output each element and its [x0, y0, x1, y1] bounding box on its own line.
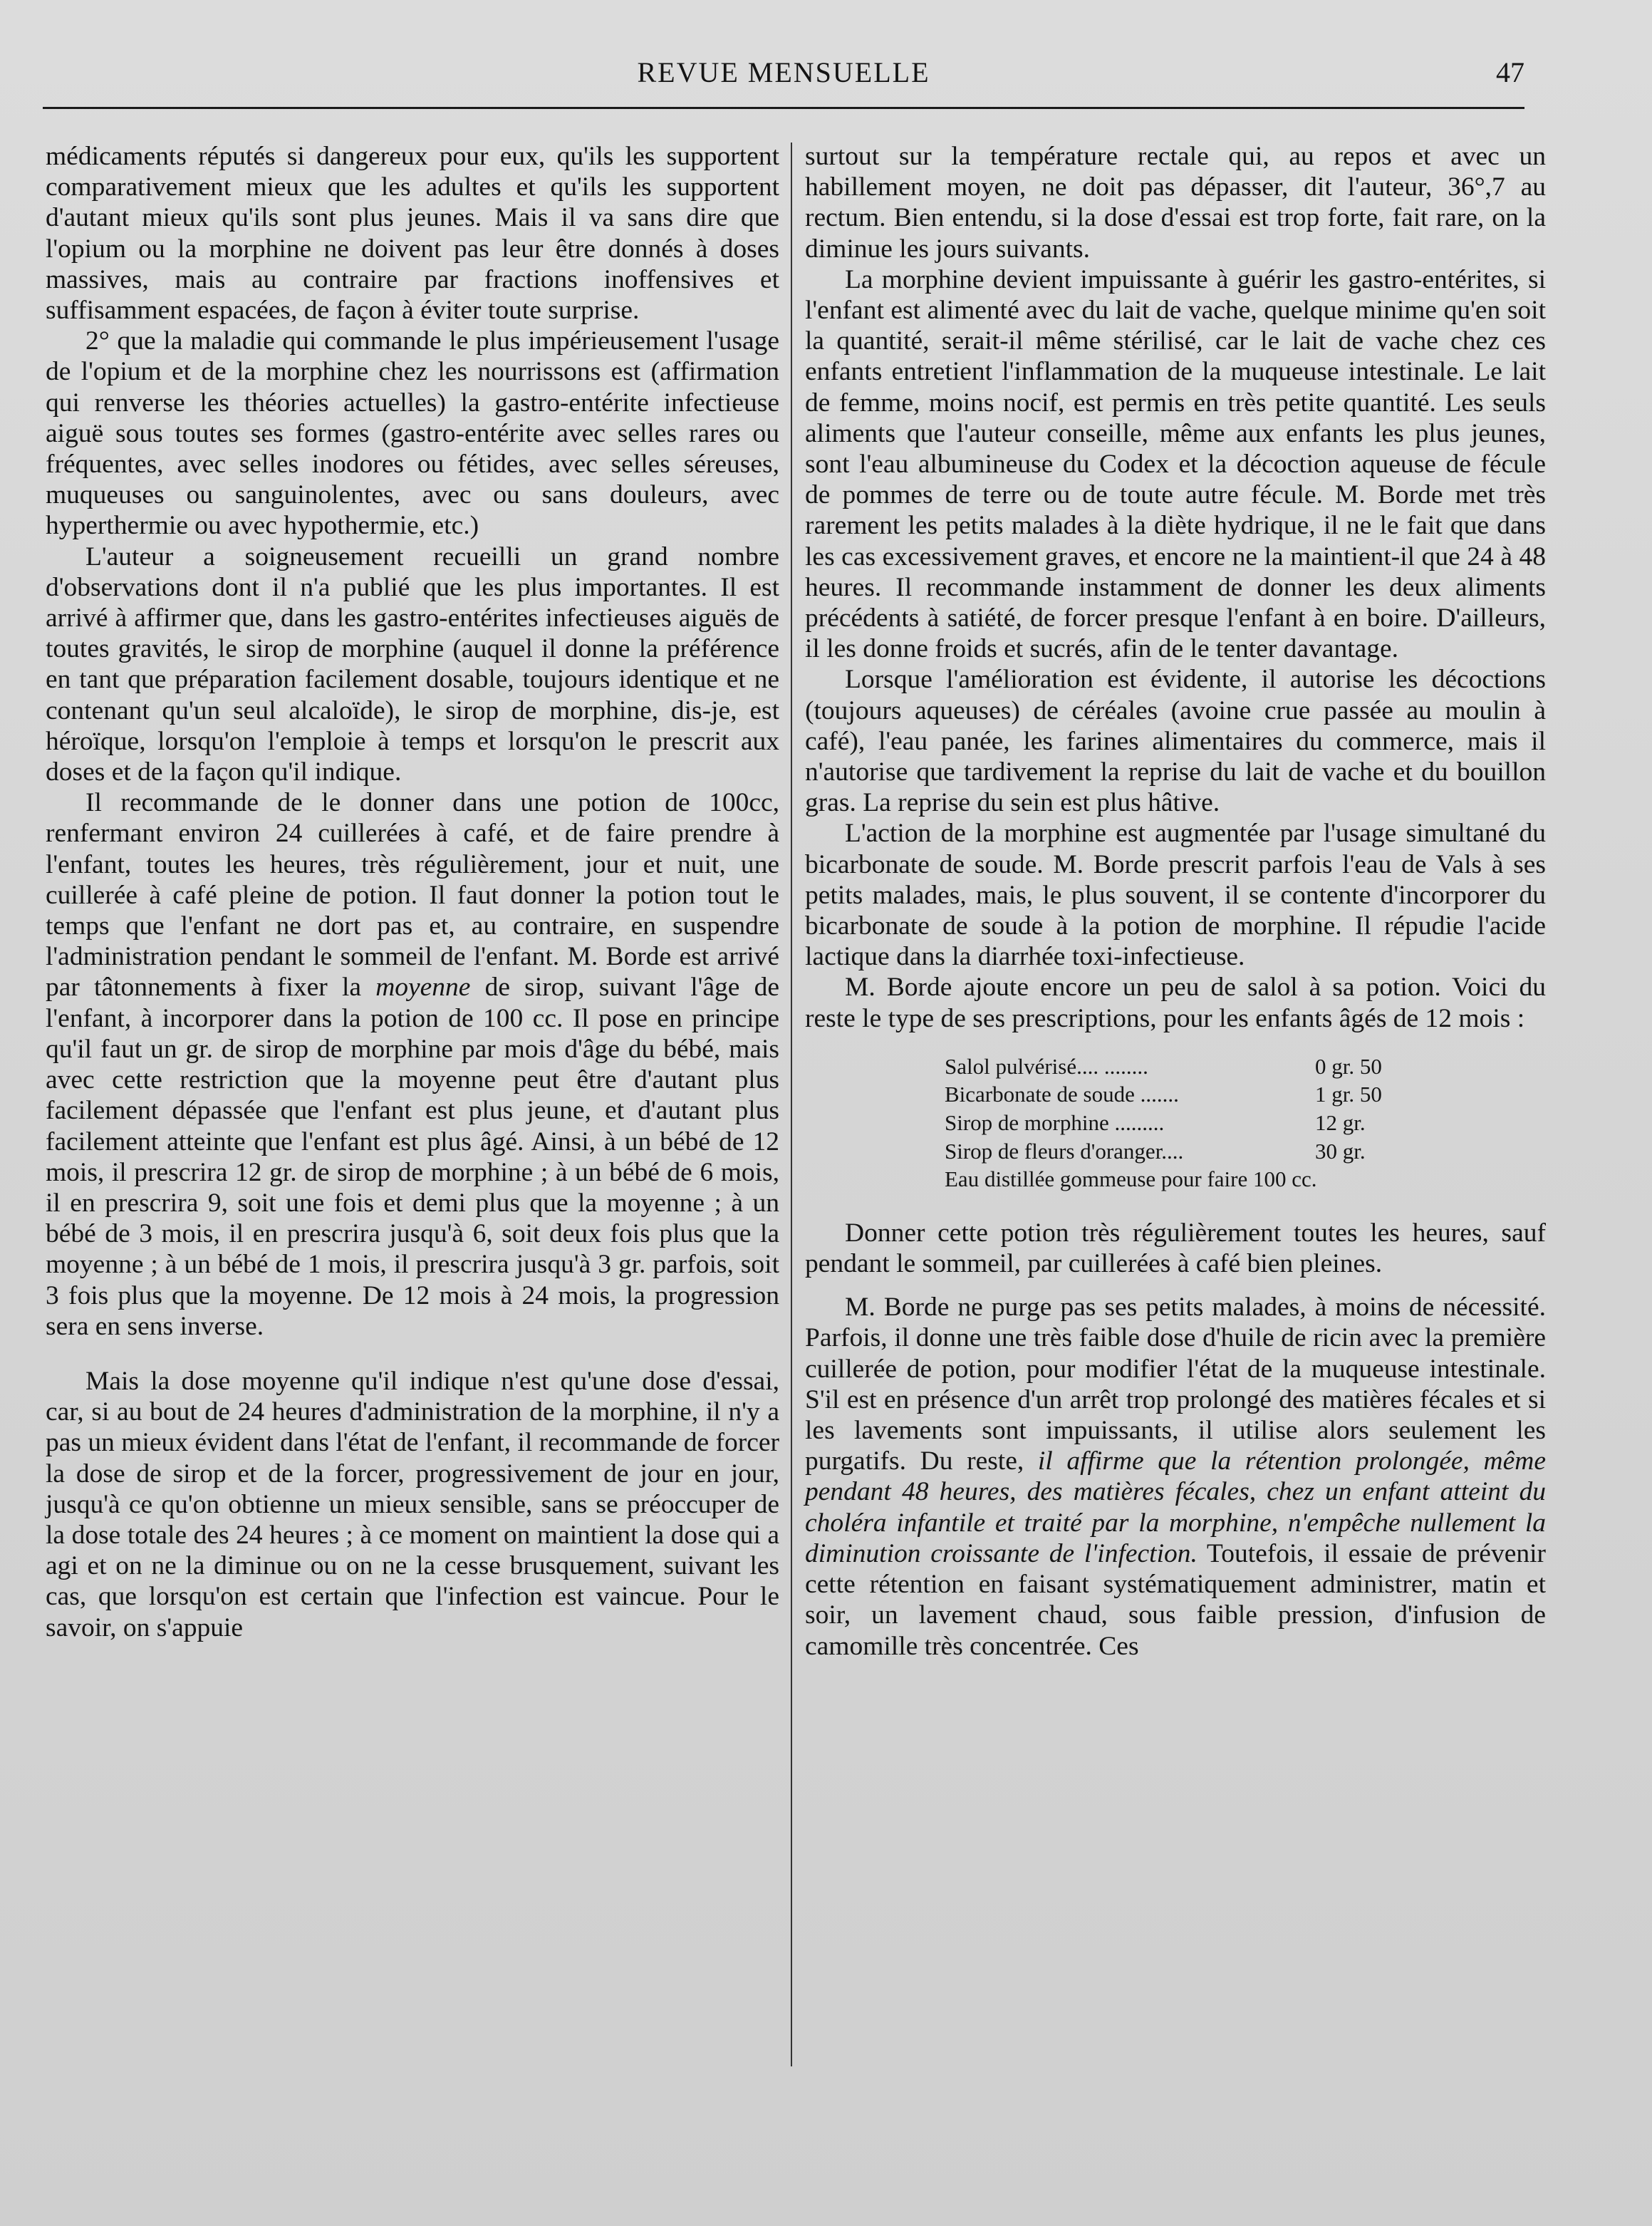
text-run: de sirop, suivant l'âge de l'enfant, à incorporer dans la potion de 100 cc. Il pose en principe qu'il faut un gr. de sirop de morphine par mois d'âge du bébé, mais avec cette restriction que la moyenne peut être d'autant plus facilement dépassée que l'enfant est plus jeune, et d'autant plus facilement atteinte que l'enfant est plus âgé. Ainsi, à un bébé de 12 mois, il prescrira 12 gr. de sirop de morphine ; à un bébé de 6 mois, il en prescrira 9, soit une fois et demi plus que la moyenne ; à un bébé de 3 mois, il en prescrira jusqu'à 6, soit deux fois plus que la moyenne ; à un bébé de 1 mois, il prescrira jusqu'à 3 gr. parfois, soit 3 fois plus que la moyenne. De 12 mois à 24 mois, la progression sera en sens inverse.: [46, 973, 779, 1341]
prescription-list: [945, 1052, 1546, 1194]
prescription-row: [945, 1052, 1546, 1081]
italic-text: il affirme que la rétention prolongée, même pendant 48 heures, des matières fécales, chez un enfant atteint du choléra infantile et traité par la morphine, n'empêche nullement la diminution croissante de l'infection.: [805, 1446, 1546, 1568]
paragraph: [46, 787, 779, 1342]
paragraph: La morphine devient impuissante à guérir les gastro-entérites, si l'enfant est alimenté avec du lait de vache, quelque minime qu'en soit la quantité, serait-il même stérilisé, car le lait de vache chez ces enfants entretient l'inflammation de la muqueuse intestinale. Le lait de femme, moins nocif, est permis en très petite quantité. Les seuls aliments que l'auteur conseille, même aux enfants les plus jeunes, sont l'eau albumineuse du Codex et la décoction aqueuse de fécule de pommes de terre ou de toute autre fécule. M. Borde met très rarement les petits malades à la diète hydrique, il ne le fait que dans les cas excessivement graves, et encore ne la maintient-il que 24 à 48 heures. Il recommande instamment de donner les deux aliments précédents à satiété, de forcer presque l'enfant à en boire. D'ailleurs, il les donne froids et sucrés, afin de le tenter davantage.: [805, 264, 1546, 664]
right-column: [805, 141, 1546, 1662]
prescription-amount: 30 gr.: [1315, 1138, 1366, 1164]
prescription-amount: 12 gr.: [1315, 1110, 1366, 1136]
prescription-item: Bicarbonate de soude .......: [945, 1082, 1179, 1107]
prescription-amount: 1 gr. 50: [1315, 1082, 1382, 1107]
paragraph: médicaments réputés si dangereux pour eux, qu'ils les supportent comparativement mieux que les adultes et qu'ils les supportent d'autant mieux qu'ils sont plus jeunes. Mais il va sans dire que l'opium ou la morphine ne doivent pas leur être donnés à doses massives, mais au contraire par fractions inoffensives et suffisamment espacées, de façon à éviter toute surprise.: [46, 142, 779, 326]
text-run: Toutefois, il essaie de prévenir cette rétention en faisant systématiquement administrer, matin et soir, un lavement chaud, sous faible pression, d'infusion de camomille très concentrée. Ces: [805, 1538, 1546, 1661]
paragraph: M. Borde ajoute encore un peu de salol à sa potion. Voici du reste le type de ses prescriptions, pour les enfants âgés de 12 mois :: [805, 973, 1546, 1033]
running-head: [43, 56, 1524, 100]
prescription-item: Sirop de fleurs d'oranger....: [945, 1138, 1184, 1164]
prescription-row: [945, 1165, 1546, 1194]
journal-title: REVUE MENSUELLE: [637, 56, 930, 88]
left-column: [46, 141, 779, 1643]
paragraph: L'auteur a soigneusement recueilli un grand nombre d'observations dont il n'a publié que les plus importantes. Il est arrivé à affirmer que, dans les gastro-entérites infectieuses aiguës de toutes gravités, le sirop de morphine (auquel il donne la préférence en tant que préparation facilement dosable, toujours identique et ne contenant qu'un seul alcaloïde), le sirop de morphine, dis-je, est héroïque, lorsqu'on l'emploie à temps et lorsqu'on le prescrit aux doses et de la façon qu'il indique.: [46, 542, 779, 787]
text-run: M. Borde ne purge pas ses petits malades, à moins de nécessité. Parfois, il donne une très faible dose d'huile de ricin avec la première cuillerée de potion, pour modifier l'état de la muqueuse intestinale. S'il est en présence d'un arrêt trop prolongé des matières fécales et si les lavements sont impuissants, il utilise alors seulement les purgatifs. Du reste,: [805, 1293, 1546, 1476]
paragraph: Donner cette potion très régulièrement toutes les heures, sauf pendant le sommeil, par cuillerées à café bien pleines.: [805, 1218, 1546, 1279]
page-number: 47: [1496, 56, 1524, 88]
paragraph: Mais la dose moyenne qu'il indique n'est qu'une dose d'essai, car, si au bout de 24 heures d'administration de la morphine, il n'y a pas un mieux évident dans l'état de l'enfant, il recommande de forcer la dose de sirop et de la forcer, progressivement de jour en jour, jusqu'à ce qu'on obtienne un mieux sensible, sans se préoccuper de la dose totale des 24 heures ; à ce moment on maintient la dose qui a agi et on ne la diminue ou on ne la cesse brusquement, suivant les cas, que lorsqu'on est certain que l'infection est vaincue. Pour le savoir, on s'appuie: [46, 1366, 779, 1642]
prescription-row: [945, 1080, 1546, 1109]
prescription-row: [945, 1109, 1546, 1137]
paragraph: surtout sur la température rectale qui, au repos et avec un habillement moyen, ne doit pas dépasser, dit l'auteur, 36°,7 au rectum. Bien entendu, si la dose d'essai est trop forte, fait rare, on la diminue les jours suivants.: [805, 142, 1546, 264]
text-run: Il recommande de le donner dans une potion de 100cc, renfermant environ 24 cuillerées à café, et de faire prendre à l'enfant, toutes les heures, très régulièrement, jour et nuit, une cuillerée à café pleine de potion. Il faut donner la potion tout le temps que l'enfant ne dort pas et, au contraire, en suspendre l'administration pendant le sommeil de l'enfant. M. Borde est arrivé par tâtonnements à fixer la: [46, 788, 779, 1003]
prescription-item: Eau distillée gommeuse pour faire: [945, 1166, 1248, 1192]
prescription-item: Salol pulvérisé.... ........: [945, 1053, 1148, 1079]
prescription-amount: 0 gr. 50: [1315, 1053, 1382, 1079]
prescription-amount: 100 cc.: [1253, 1166, 1317, 1192]
paragraph: Lorsque l'amélioration est évidente, il autorise les décoctions (toujours aqueuses) de céréales (avoine crue passée au moulin à café), l'eau panée, les farines alimentaires du commerce, mais il n'autorise que tardivement la reprise du lait de vache et du bouillon gras. La reprise du sein est plus hâtive.: [805, 665, 1546, 818]
prescription-item: Sirop de morphine .........: [945, 1110, 1165, 1136]
paragraph: L'action de la morphine est augmentée par l'usage simultané du bicarbonate de soude. M. Borde prescrit parfois l'eau de Vals à ses petits malades, mais, le plus souvent, il se contente d'incorporer du bicarbonate de soude à la potion de morphine. Il répudie l'acide lactique dans la diarrhée toxi-infectieuse.: [805, 819, 1546, 972]
prescription-row: [945, 1137, 1546, 1166]
paragraph: [805, 1292, 1546, 1661]
header-rule: [43, 107, 1524, 109]
column-divider: [791, 143, 792, 2066]
italic-text: moyenne: [375, 973, 471, 1003]
paragraph: 2° que la maladie qui commande le plus impérieusement l'usage de l'opium et de la morphine chez les nourrissons est (affirmation qui renverse les théories actuelles) la gastro-entérite infectieuse aiguë sous toutes ses formes (gastro-entérite avec selles rares ou fréquentes, avec selles inodores ou fétides, avec selles séreuses, muqueuses ou sanguinolentes, avec ou sans douleurs, avec hyperthermie ou avec hypothermie, etc.): [46, 326, 779, 541]
